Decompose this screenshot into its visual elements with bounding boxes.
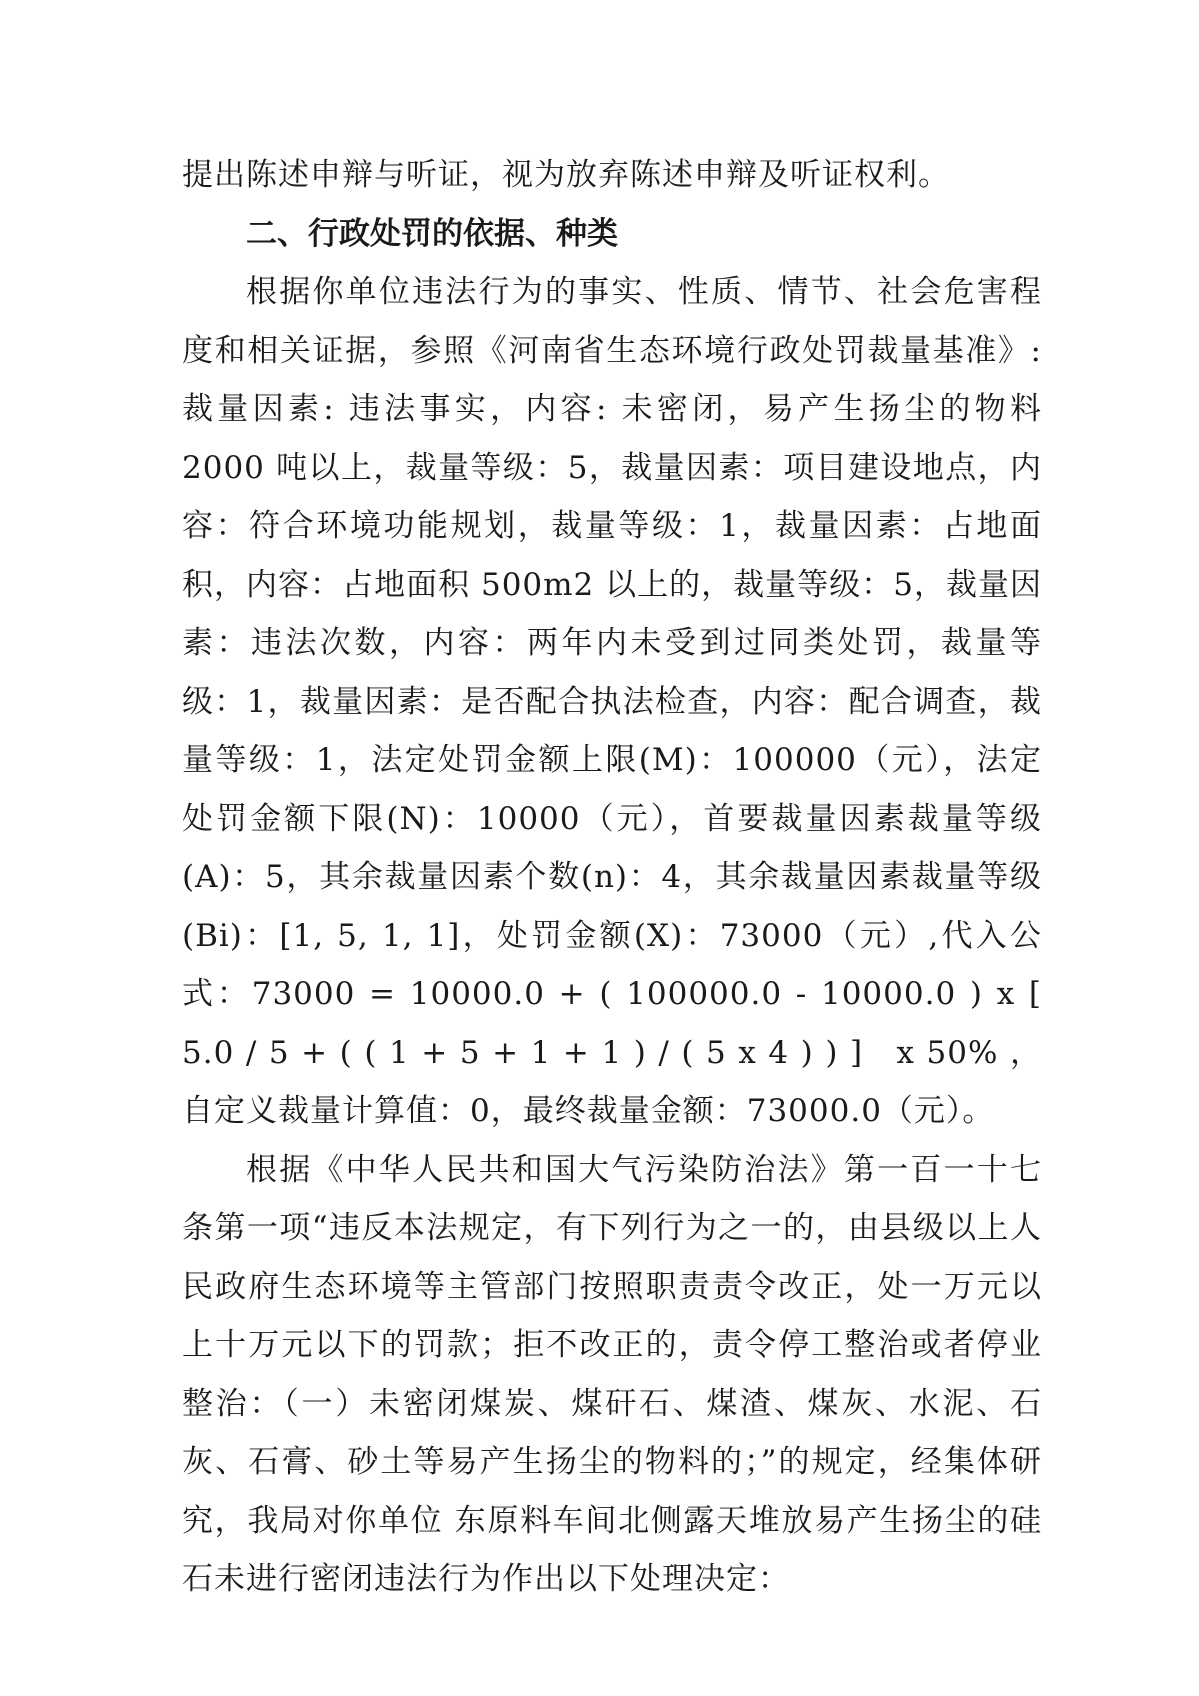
section-heading: 二、行政处罚的依据、种类: [246, 215, 618, 252]
continuation-paragraph: 提出陈述申辩与听证，视为放弃陈述申辩及听证权利。: [182, 157, 950, 193]
legal-basis-paragraph: 根据《中华人民共和国大气污染防治法》第一百一十七条第一项“违反本法规定，有下列行为之一的，由县级以上人民政府生态环境等主管部门按照职责责令改正，处一万元以上十万元以下的罚款；拒不改正的，责令停工整治或者停业整治：（一）未密闭煤炭、煤矸石、煤渣、煤灰、水泥、石灰、石膏、砂土等易产生扬尘的物料的；”的规定，经集体研究，我局对你单位 东原料车间北侧露天堆放易产生扬尘的硅石未进行密闭违法行为作出以下处理决定：: [182, 1151, 1042, 1597]
discretion-paragraph: 根据你单位违法行为的事实、性质、情节、社会危害程度和相关证据，参照《河南省生态环境行政处罚裁量基准》: 裁量因素: 违法事实，内容: 未密闭，易产生扬尘的物料 2000 吨以上，裁量等级：5，裁量因素：项目建设地点，内容：符合环境功能规划，裁量等级：1，裁量因素：占地面积，内容：占地面积 500m2 以上的，裁量等级：5，裁量因素：违法次数，内容：两年内未受到过同类处罚，裁量等级：1，裁量因素：是否配合执法检查，内容：配合调查，裁量等级：1，法定处罚金额上限(M)：100000（元），法定处罚金额下限(N)：10000（元），首要裁量因素裁量等级(A)：5，其余裁量因素个数(n)：4，其余裁量因素裁量等级(Bi)：[1, 5, 1, 1]，处罚金额(X)：73000（元）,代入公式：73000 = 10000.0 + ( 100000.0 - 10000.0 ) x [ 5.0 / 5 + ( ( 1 + 5 + 1 + 1 ) / ( 5 x 4 ) ) ] x 50% ，自定义裁量计算值：0，最终裁量金额：73000.0（元）。: [182, 274, 1042, 1129]
document-body: [182, 146, 1042, 1609]
